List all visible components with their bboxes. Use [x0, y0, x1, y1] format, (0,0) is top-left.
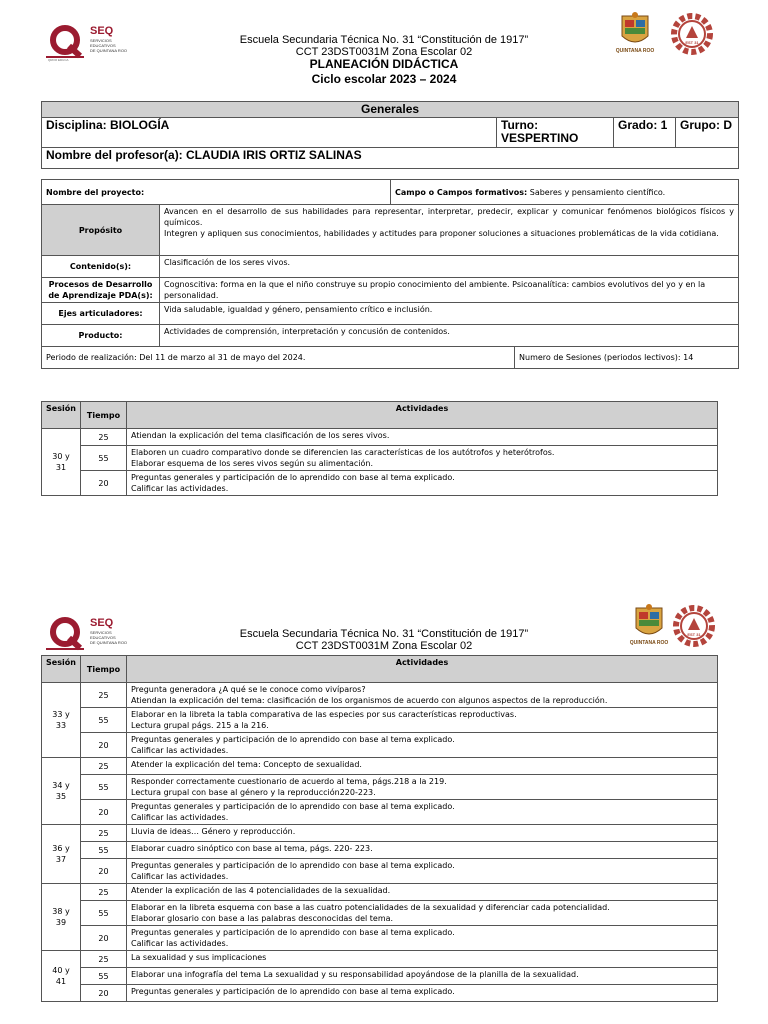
producto-label: Producto: — [42, 325, 160, 347]
activity-line: Elaboren un cuadro comparativo donde se diferencien las características de los autótrofos y heterótrofos. — [131, 448, 555, 457]
activity-line: Elaborar una infografía del tema La sexualidad y su responsabilidad apoyándose de la planilla de la sexualidad. — [131, 970, 579, 979]
session-cell: 36 y 37 — [42, 825, 81, 884]
activity-line: Calificar las actividades. — [131, 872, 229, 881]
time-cell: 25 — [81, 951, 127, 968]
time-cell: 55 — [81, 901, 127, 926]
activity-line: Elaborar en la libreta esquema con base a las cuatro potencialidades de la sexualidad y diferenciar cada potencialidad. — [131, 903, 610, 912]
activity-cell — [127, 758, 718, 775]
profesor: Nombre del profesor(a): CLAUDIA IRIS ORTIZ SALINAS — [42, 148, 739, 169]
actividades-header: Actividades — [127, 656, 718, 683]
time-cell: 55 — [81, 968, 127, 985]
producto-value: Actividades de comprensión, interpretación y concusión de contenidos. — [160, 325, 739, 347]
activity-cell — [127, 901, 718, 926]
activity-line: Preguntas generales y participación de lo aprendido con base al tema explicado. — [131, 735, 455, 744]
table-row — [42, 471, 718, 496]
table-row — [42, 708, 718, 733]
tiempo-header: Tiempo — [81, 656, 127, 683]
actividades-header: Actividades — [127, 402, 718, 429]
tiempo-header: Tiempo — [81, 402, 127, 429]
activity-cell — [127, 733, 718, 758]
activity-line: Atender la explicación del tema: Concepto de sexualidad. — [131, 760, 362, 769]
session-cell: 33 y 33 — [42, 683, 81, 758]
activity-cell — [127, 884, 718, 901]
activity-line: Pregunta generadora ¿A qué se le conoce como vivíparos? — [131, 685, 366, 694]
nombre-proyecto-label: Nombre del proyecto: — [42, 180, 391, 205]
seq-sub1: SERVICIOS — [90, 630, 112, 635]
activity-line: Calificar las actividades. — [131, 484, 229, 493]
activity-line: Preguntas generales y participación de lo aprendido con base al tema explicado. — [131, 861, 455, 870]
table-row — [42, 775, 718, 800]
actividades-table-1 — [41, 401, 718, 496]
seq-logo-text: SEQ — [90, 25, 114, 37]
session-cell: 30 y 31 — [42, 429, 81, 496]
seq-sub1: SERVICIOS — [90, 38, 112, 43]
activity-line: Responder correctamente cuestionario de acuerdo al tema, págs.218 a la 219. — [131, 777, 447, 786]
turno-label: Turno: — [501, 118, 539, 132]
activity-line: Preguntas generales y participación de lo aprendido con base al tema explicado. — [131, 987, 455, 996]
activity-cell — [127, 985, 718, 1002]
contenido-label: Contenido(s): — [42, 256, 160, 278]
table-row — [42, 800, 718, 825]
table-row — [42, 825, 718, 842]
activity-cell — [127, 800, 718, 825]
campo-value: Saberes y pensamiento científico. — [529, 187, 666, 197]
activity-line: Preguntas generales y participación de lo aprendido con base al tema explicado. — [131, 928, 455, 937]
table-row — [42, 683, 718, 708]
time-cell: 20 — [81, 926, 127, 951]
time-cell: 55 — [81, 775, 127, 800]
grado: Grado: 1 — [614, 118, 676, 148]
seq-sub3: DE QUINTANA ROO — [90, 48, 128, 53]
table-row — [42, 901, 718, 926]
activity-cell — [127, 683, 718, 708]
generales-table — [41, 101, 739, 169]
sesion-header: Sesión — [42, 402, 81, 429]
time-cell: 20 — [81, 733, 127, 758]
ejes-value: Vida saludable, igualdad y género, pensamiento crítico e inclusión. — [160, 303, 739, 325]
time-cell: 20 — [81, 800, 127, 825]
time-cell: 25 — [81, 683, 127, 708]
activity-line: Calificar las actividades. — [131, 813, 229, 822]
time-cell: 25 — [81, 825, 127, 842]
campo-label: Campo o Campos formativos: — [395, 187, 528, 197]
time-cell: 20 — [81, 859, 127, 884]
contenido-value: Clasificación de los seres vivos. — [160, 256, 739, 278]
table-row — [42, 985, 718, 1002]
activity-line: Preguntas generales y participación de lo aprendido con base al tema explicado. — [131, 473, 455, 482]
time-cell: 55 — [81, 446, 127, 471]
time-cell: 25 — [81, 429, 127, 446]
table-row — [42, 884, 718, 901]
pda-value: Cognoscitiva: forma en la que el niño construye su propio conocimiento del ambiente. Psicoanalítica: cambios evolutivos del yo y en la personalidad. — [160, 278, 739, 303]
proposito-value — [160, 205, 739, 256]
activity-line: Lectura grupal págs. 215 a la 216. — [131, 721, 269, 730]
table-row — [42, 842, 718, 859]
disciplina: Disciplina: BIOLOGÍA — [42, 118, 497, 148]
page-title: PLANEACIÓN DIDÁCTICA — [309, 57, 459, 71]
table-row — [42, 951, 718, 968]
grupo: Grupo: D — [676, 118, 739, 148]
proyecto-table — [41, 179, 739, 369]
time-cell: 25 — [81, 884, 127, 901]
generales-title: Generales — [42, 102, 739, 118]
activity-cell — [127, 859, 718, 884]
seq-sub3: DE QUINTANA ROO — [90, 640, 128, 645]
periodo: Periodo de realización: Del 11 de marzo al 31 de mayo del 2024. — [42, 347, 515, 369]
school-name-2: Escuela Secundaria Técnica No. 31 “Constitución de 1917” — [239, 628, 529, 640]
sesion-header: Sesión — [42, 656, 81, 683]
time-cell: 20 — [81, 985, 127, 1002]
activity-line: Atender la explicación de las 4 potencialidades de la sexualidad. — [131, 886, 391, 895]
activity-line: Elaborar cuadro sinóptico con base al tema, págs. 220- 223. — [131, 844, 373, 853]
table-row — [42, 968, 718, 985]
activity-cell — [127, 926, 718, 951]
session-cell: 40 y 41 — [42, 951, 81, 1002]
campo-formativo — [391, 180, 739, 205]
seq-sub2: EDUCATIVOS — [90, 43, 116, 48]
activity-cell — [127, 708, 718, 733]
table-row — [42, 926, 718, 951]
table-row — [42, 446, 718, 471]
sesiones: Numero de Sesiones (periodos lectivos): 14 — [515, 347, 739, 369]
activity-cell — [127, 429, 718, 446]
activity-cell — [127, 968, 718, 985]
activity-cell — [127, 446, 718, 471]
time-cell: 55 — [81, 842, 127, 859]
cct-zone-2: CCT 23DST0031M Zona Escolar 02 — [295, 640, 473, 652]
time-cell: 55 — [81, 708, 127, 733]
table-row — [42, 733, 718, 758]
activity-line: Preguntas generales y participación de lo aprendido con base al tema explicado. — [131, 802, 455, 811]
activity-line: Atiendan la explicación del tema clasificación de los seres vivos. — [131, 431, 390, 440]
activity-cell — [127, 471, 718, 496]
table-row — [42, 758, 718, 775]
activity-line: Calificar las actividades. — [131, 939, 229, 948]
turno-value: VESPERTINO — [501, 131, 579, 145]
activity-line: Lluvia de ideas… Género y reproducción. — [131, 827, 296, 836]
proposito-1: Avancen en el desarrollo de sus habilidades para representar, interpretar, predecir, explicar y comunicar fenómenos biológicos físicos y químicos. — [164, 207, 735, 227]
school-cycle: Ciclo escolar 2023 – 2024 — [311, 72, 457, 86]
activity-line: Calificar las actividades. — [131, 746, 229, 755]
session-cell: 38 y 39 — [42, 884, 81, 951]
session-cell: 34 y 35 — [42, 758, 81, 825]
est-text: EST 31 — [685, 40, 699, 45]
cct-zone: CCT 23DST0031M Zona Escolar 02 — [295, 46, 473, 58]
table-row — [42, 429, 718, 446]
table-row — [42, 859, 718, 884]
proposito-label: Propósito — [42, 205, 160, 256]
activity-cell — [127, 842, 718, 859]
activity-line: La sexualidad y sus implicaciones — [131, 953, 267, 962]
turno — [497, 118, 614, 148]
seq-tag: QROO EDUCA — [48, 58, 69, 62]
activity-line: Lectura grupal con base al género y la reproducción220-223. — [131, 788, 376, 797]
activity-line: Atiendan la explicación del tema: clasificación de los organismos de acuerdo con algunos aspectos de la reproducción. — [131, 696, 608, 705]
proposito-2: Integren y apliquen sus conocimientos, habilidades y actitudes para proponer soluciones a situaciones problemáticas de la vida cotidiana. — [164, 229, 719, 238]
activity-line: Elaborar glosario con base a las palabras desconocidas del tema. — [131, 914, 394, 923]
seq-sub2: EDUCATIVOS — [90, 635, 116, 640]
pda-label: Procesos de Desarrollo de Aprendizaje PDA(s): — [42, 278, 160, 303]
activity-line: Elaborar esquema de los seres vivos según su alimentación. — [131, 459, 374, 468]
quintana-roo-text: QUINTANA ROO — [615, 48, 655, 54]
quintana-roo-text: QUINTANA ROO — [629, 640, 669, 646]
activity-cell — [127, 775, 718, 800]
time-cell: 20 — [81, 471, 127, 496]
activity-cell — [127, 825, 718, 842]
actividades-table-2 — [41, 655, 718, 1002]
est-text: EST 31 — [687, 632, 701, 637]
seq-logo-text: SEQ — [90, 617, 114, 629]
ejes-label: Ejes articuladores: — [42, 303, 160, 325]
activity-line: Elaborar en la libreta la tabla comparativa de las especies por sus características reproductivas. — [131, 710, 517, 719]
activity-cell — [127, 951, 718, 968]
time-cell: 25 — [81, 758, 127, 775]
school-name: Escuela Secundaria Técnica No. 31 “Constitución de 1917” — [239, 34, 529, 46]
